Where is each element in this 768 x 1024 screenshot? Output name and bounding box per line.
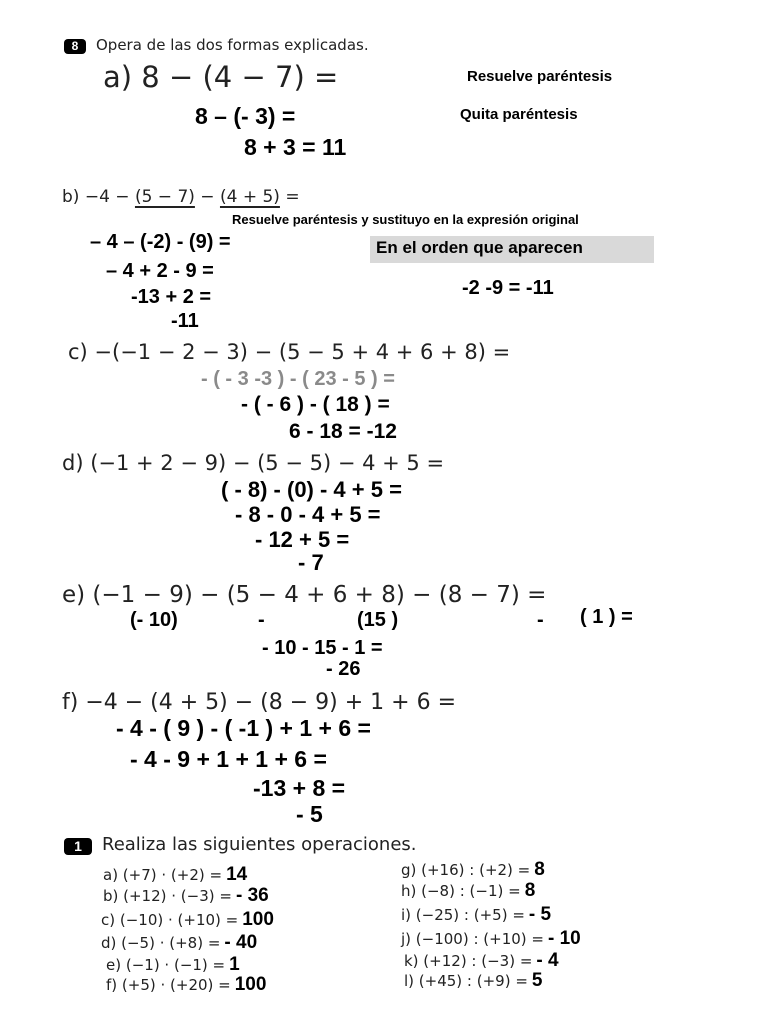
problem-f: f) −4 − (4 + 5) − (8 − 9) + 1 + 6 =	[62, 690, 457, 715]
problem-b-step-3: -13 + 2 =	[131, 286, 212, 308]
ex1-item-i-problem: i) (−25) : (+5) =	[401, 906, 525, 924]
problem-c-step-3: 6 - 18 = -12	[289, 420, 397, 443]
problem-b-mid: −	[194, 187, 220, 207]
ex1-item-b	[103, 885, 269, 907]
problem-d-step-3: - 12 + 5 =	[255, 527, 350, 552]
ex1-item-l	[404, 970, 542, 992]
ex1-item-h	[401, 880, 535, 902]
ex1-item-a-answer: 14	[226, 864, 248, 885]
exercise-1-badge: 1	[64, 838, 92, 855]
ex1-item-d	[101, 932, 257, 954]
ex1-item-g-answer: 8	[534, 859, 545, 880]
ex1-item-h-problem: h) (−8) : (−1) =	[401, 882, 521, 900]
ex1-item-k	[404, 950, 559, 972]
ex1-item-b-problem: b) (+12) · (−3) =	[103, 887, 232, 905]
problem-b-note-1: Resuelve paréntesis y sustituyo en la expresión original	[232, 212, 579, 227]
problem-e-minus-2: -	[537, 609, 544, 631]
problem-f-step-1: - 4 - ( 9 ) - ( -1 ) + 1 + 6 =	[116, 715, 371, 741]
exercise-8-badge: 8	[64, 39, 86, 54]
ex1-item-f-answer: 100	[234, 974, 267, 995]
ex1-item-l-answer: 5	[531, 970, 543, 991]
problem-a-step-2: 8 + 3 = 11	[244, 134, 347, 160]
ex1-item-i	[401, 904, 551, 926]
ex1-item-e-problem: e) (−1) · (−1) =	[106, 956, 226, 974]
ex1-item-j-answer: - 10	[547, 928, 581, 949]
problem-f-step-2: - 4 - 9 + 1 + 1 + 6 =	[130, 746, 327, 772]
problem-f-step-4: - 5	[296, 801, 323, 827]
problem-e-part-2: (15 )	[357, 609, 399, 631]
problem-b-start: b) −4 −	[62, 187, 135, 207]
ex1-item-j-problem: j) (−100) : (+10) =	[401, 930, 544, 948]
problem-a: a) 8 − (4 − 7) =	[103, 60, 339, 94]
problem-c-step-2: - ( - 6 ) - ( 18 ) =	[241, 393, 390, 416]
ex1-item-d-answer: - 40	[224, 932, 258, 953]
problem-f-step-3: -13 + 8 =	[253, 775, 346, 801]
ex1-item-e	[106, 954, 240, 976]
problem-b-step-2: – 4 + 2 - 9 =	[106, 260, 214, 282]
ex1-item-g	[401, 859, 545, 881]
problem-b-end: =	[279, 187, 300, 207]
ex1-item-e-answer: 1	[229, 954, 240, 975]
ex1-item-c-answer: 100	[242, 909, 274, 930]
problem-b-note-2: En el orden que aparecen	[376, 238, 583, 257]
ex1-item-k-answer: - 4	[536, 950, 559, 971]
ex1-item-i-answer: - 5	[528, 904, 552, 925]
problem-b-step-4: -11	[171, 310, 199, 332]
problem-b-paren-1: (5 − 7)	[134, 187, 195, 207]
ex1-item-b-answer: - 36	[235, 885, 269, 906]
exercise-1-instruction: Realiza las siguientes operaciones.	[102, 834, 417, 855]
problem-d-step-1: ( - 8) - (0) - 4 + 5 =	[221, 477, 402, 502]
ex1-item-h-answer: 8	[524, 880, 536, 901]
problem-e-part-3: ( 1 ) =	[580, 606, 633, 628]
ex1-item-k-problem: k) (+12) : (−3) =	[404, 952, 533, 970]
problem-d-step-2: - 8 - 0 - 4 + 5 =	[235, 502, 381, 527]
problem-b	[62, 187, 300, 207]
problem-e: e) (−1 − 9) − (5 − 4 + 6 + 8) − (8 − 7) =	[62, 582, 547, 608]
problem-b-paren-2: (4 + 5)	[219, 187, 280, 207]
problem-c-step-1: - ( - 3 -3 ) - ( 23 - 5 ) =	[201, 368, 395, 390]
problem-a-step-1: 8 – (- 3) =	[195, 103, 296, 129]
problem-d-step-4: - 7	[298, 550, 324, 575]
problem-a-note-2: Quita paréntesis	[460, 106, 578, 123]
problem-c: c) −(−1 − 2 − 3) − (5 − 5 + 4 + 6 + 8) =	[68, 340, 511, 364]
ex1-item-d-problem: d) (−5) · (+8) =	[101, 934, 221, 952]
problem-e-step-3: - 26	[326, 658, 361, 680]
problem-e-step-2: - 10 - 15 - 1 =	[262, 637, 383, 659]
ex1-item-f	[106, 974, 266, 996]
ex1-item-l-problem: l) (+45) : (+9) =	[404, 972, 528, 990]
problem-d: d) (−1 + 2 − 9) − (5 − 5) − 4 + 5 =	[62, 451, 445, 475]
ex1-item-c	[101, 909, 274, 931]
problem-e-minus-1: -	[258, 609, 265, 631]
problem-a-note-1: Resuelve paréntesis	[467, 68, 613, 85]
problem-b-alt: -2 -9 = -11	[462, 277, 554, 299]
problem-b-step-1: – 4 – (-2) - (9) =	[90, 231, 231, 253]
exercise-8-instruction: Opera de las dos formas explicadas.	[96, 36, 369, 54]
problem-e-part-1: (- 10)	[130, 609, 178, 631]
ex1-item-g-problem: g) (+16) : (+2) =	[401, 861, 531, 879]
ex1-item-a-problem: a) (+7) · (+2) =	[103, 866, 223, 884]
ex1-item-c-problem: c) (−10) · (+10) =	[101, 911, 239, 929]
ex1-item-f-problem: f) (+5) · (+20) =	[106, 976, 231, 994]
ex1-item-j	[401, 928, 581, 950]
ex1-item-a	[103, 864, 247, 886]
